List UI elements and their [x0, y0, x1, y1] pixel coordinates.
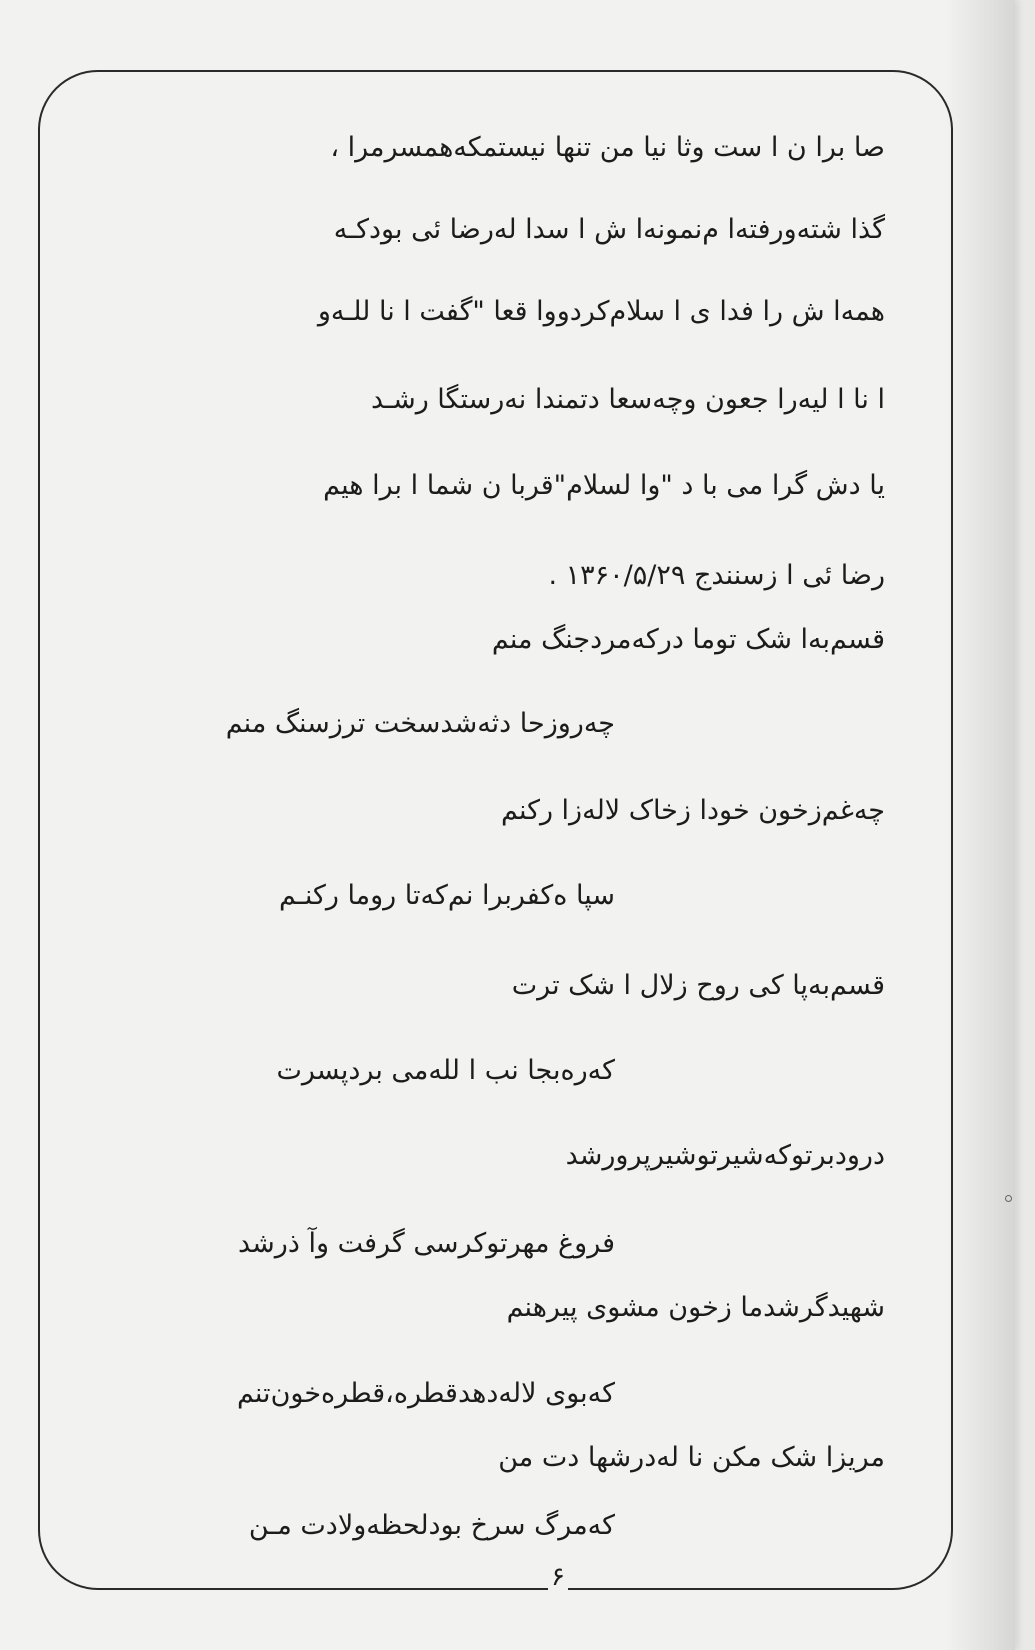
text-line-2: گذا شته‌ورفته‌ا م‌نمونه‌ا ش ا سدا له‌رضا ئی بودکـه	[333, 214, 885, 245]
text-line-17: مریزا شک مکن نا له‌درشها دت من	[498, 1442, 885, 1473]
text-line-10: سپا ه‌کفربرا نم‌که‌تا روما رکنـم	[278, 880, 615, 911]
text-line-7: قسم‌به‌ا شک توما درکه‌مردجنگ منم	[491, 624, 885, 655]
page-number: ۶	[548, 1562, 568, 1592]
text-line-1: صا برا ن ا ست وثا نیا من تنها نیستمکه‌همسرمرا ،	[330, 132, 885, 163]
text-line-11: قسم‌به‌پا کی روح زلال ا شک ترت	[511, 970, 885, 1001]
text-line-8: چه‌روزحا دثه‌شدسخت ترزسنگ منم	[225, 708, 615, 739]
text-line-18: که‌مرگ سرخ بودلحظه‌ولادت مـن	[248, 1510, 615, 1541]
text-line-13: درودبرتوکه‌شیرتوشیرپرورشد	[565, 1140, 885, 1171]
text-line-5: یا دش گرا می با د "وا لسلام"قربا ن شما ا برا هیم	[323, 470, 885, 501]
text-line-12: که‌ره‌بجا نب ا لله‌می بردپسرت	[276, 1055, 615, 1086]
paper-fold-shadow	[945, 0, 1015, 1650]
text-line-4: ا نا ا لیه‌را جعون وچه‌سعا دتمندا نه‌رستگا رشـد	[370, 384, 885, 415]
text-line-14: فروغ مهرتوکرسی گرفت وآ ذرشد	[238, 1228, 615, 1259]
text-line-3: همه‌ا ش را فدا ی ا سلام‌کردووا قعا "گفت ا نا للـه‌و	[317, 296, 885, 327]
text-line-16: که‌بوی لاله‌دهدقطره‌،قطره‌خون‌تنم	[236, 1378, 615, 1409]
text-line-6: رضا ئی ا زسنندج ۱۳۶۰/۵/۲۹ .	[548, 560, 885, 591]
text-line-9: چه‌غم‌زخون خودا زخاک لاله‌زا رکنم	[500, 795, 885, 826]
text-line-15: شهیدگرشدما زخون مشوی پیرهنم	[506, 1292, 885, 1323]
paper-speck	[1005, 1195, 1012, 1202]
